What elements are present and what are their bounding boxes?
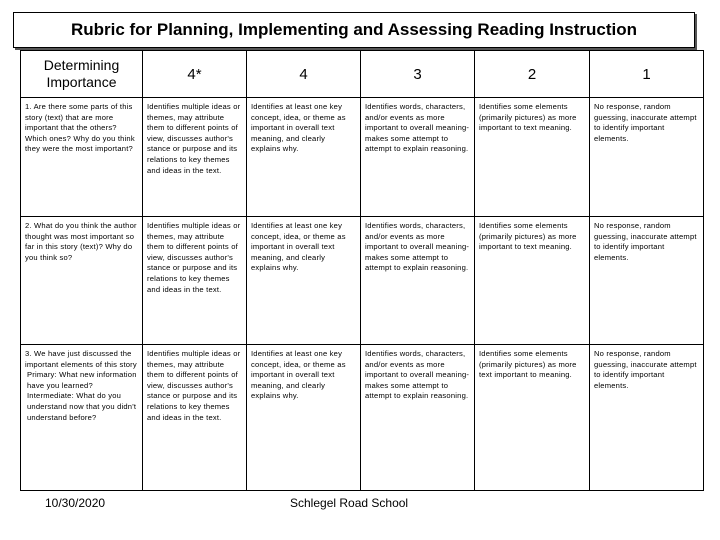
question-cell: 1. Are there some parts of this story (text) that are more important that the others? Which ones? Why do you think they were the most important? <box>21 98 143 217</box>
intermediate-question: Intermediate: What do you understand now that you didn't understand before? <box>27 391 137 422</box>
footer-school: Schlegel Road School <box>290 496 409 510</box>
score-4-cell: Identifies at least one key concept, idea, or theme as important in overall text meaning, and clearly explains why. <box>247 345 361 491</box>
column-header-criterion: Determining Importance <box>21 51 143 98</box>
score-4-cell: Identifies at least one key concept, idea, or theme as important in overall text meaning, and clearly explains why. <box>247 217 361 345</box>
score-4-star-cell: Identifies multiple ideas or themes, may attribute them to different points of view, discusses author's stance or purpose and its relations to key themes and ideas in the text. <box>143 345 247 491</box>
column-header-3: 3 <box>361 51 475 98</box>
score-2-cell: Identifies some elements (primarily pictures) as more important to text meaning. <box>475 217 590 345</box>
rubric-table <box>20 50 704 491</box>
primary-question: Primary: What new information have you learned? <box>27 370 137 390</box>
question-cell: 3. We have just discussed the important elements of this story Primary: What new information have you learned? Intermediate: What do you understand now that you didn't understand before? <box>21 345 143 491</box>
column-header-2: 2 <box>475 51 590 98</box>
score-1-cell: No response, random guessing, inaccurate attempt to identify important elements. <box>590 217 704 345</box>
table-row <box>21 98 704 217</box>
score-1-cell: No response, random guessing, inaccurate attempt to identify important elements. <box>590 345 704 491</box>
score-4-star-cell: Identifies multiple ideas or themes, may attribute them to different points of view, discusses author's stance or purpose and its relations to key themes and ideas in the text. <box>143 217 247 345</box>
score-3-cell: Identifies words, characters, and/or events as more important to overall meaning- makes some attempt to attempt to explain reasoning. <box>361 217 475 345</box>
score-4-star-cell: Identifies multiple ideas or themes, may attribute them to different points of view, discusses author's stance or purpose and its relations to key themes and ideas in the text. <box>143 98 247 217</box>
score-1-cell: No response, random guessing, inaccurate attempt to identify important elements. <box>590 98 704 217</box>
column-header-1: 1 <box>590 51 704 98</box>
score-2-cell: Identifies some elements (primarily pictures) as more text important to meaning. <box>475 345 590 491</box>
column-header-4-star: 4* <box>143 51 247 98</box>
header-row <box>21 51 704 98</box>
score-3-cell: Identifies words, characters, and/or events as more important to overall meaning- makes some attempt to attempt to explain reasoning. <box>361 345 475 491</box>
question-cell: 2. What do you think the author thought was most important so far in this story (text)? Why do you think so? <box>21 217 143 345</box>
score-4-cell: Identifies at least one key concept, idea, or theme as important in overall text meaning, and clearly explains why. <box>247 98 361 217</box>
score-2-cell: Identifies some elements (primarily pictures) as more important to text meaning. <box>475 98 590 217</box>
table-row <box>21 345 704 491</box>
rubric-title: Rubric for Planning, Implementing and Assessing Reading Instruction <box>13 12 695 48</box>
table-row <box>21 217 704 345</box>
column-header-4: 4 <box>247 51 361 98</box>
score-3-cell: Identifies words, characters, and/or events as more important to overall meaning- makes some attempt to attempt to explain reasoning. <box>361 98 475 217</box>
footer-date: 10/30/2020 <box>45 496 106 510</box>
